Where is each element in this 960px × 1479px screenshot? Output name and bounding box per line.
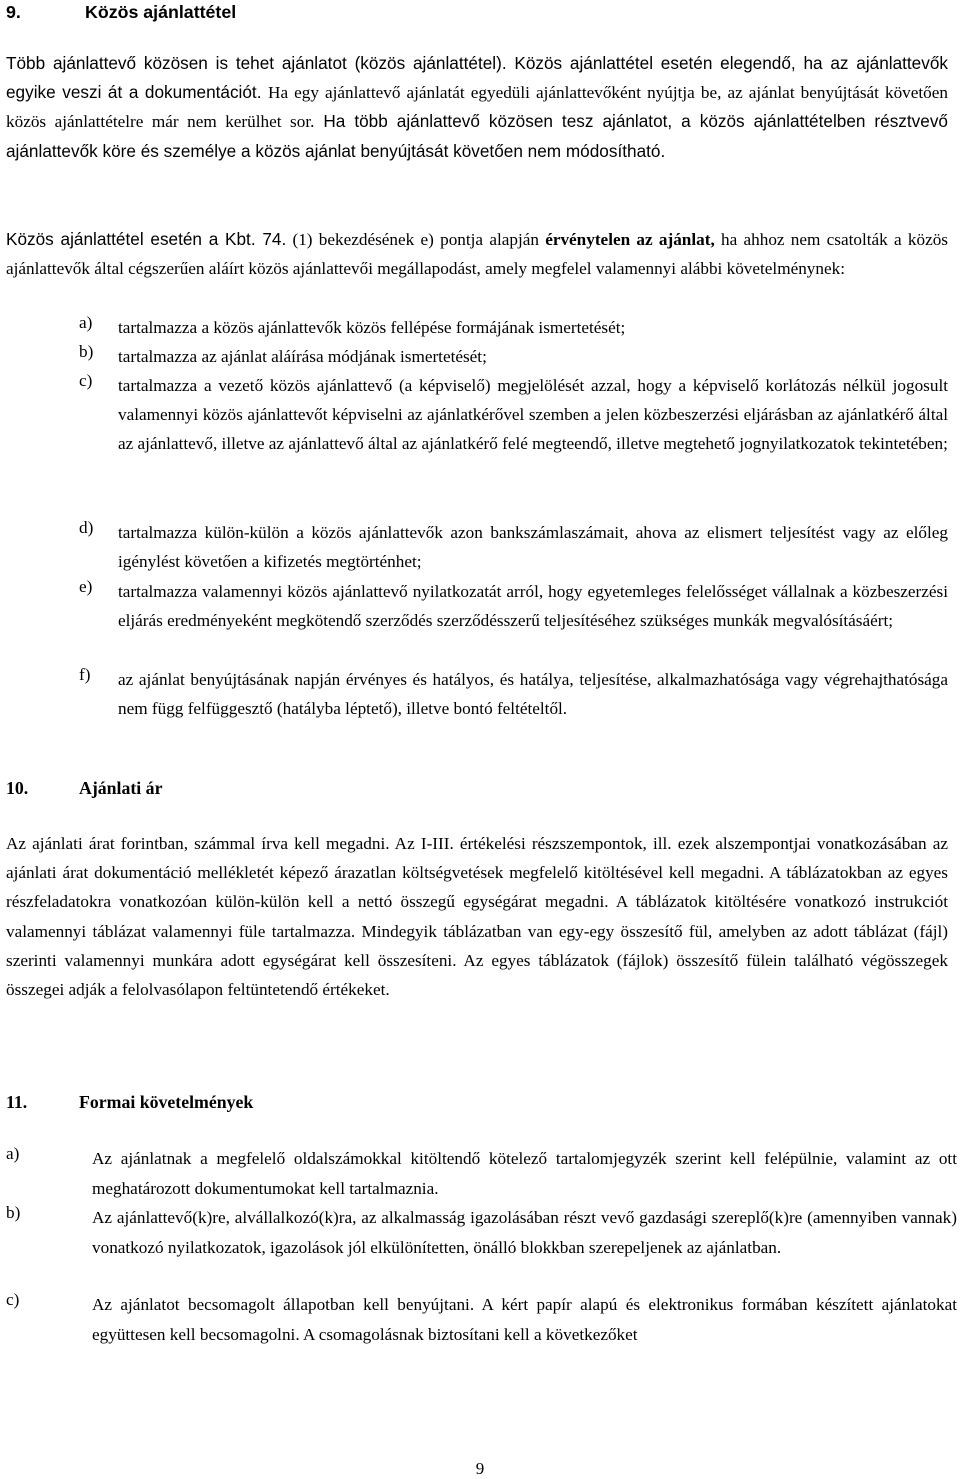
list-item-label: b) xyxy=(6,1203,21,1222)
list-item-text: tartalmazza az ajánlat aláírása módjának ismertetését; xyxy=(118,347,487,366)
list-item-text: tartalmazza valamennyi közös ajánlattevő nyilatkozatát arról, hogy egyetemleges felelősséget vállalnak a közbeszerzési eljárás eredményeként megkötendő szerződés szerződésszerű teljesítéséhez szükséges munkák megvalósításáért; xyxy=(118,582,948,631)
paragraph-1-part-a: Több ajánlattevő közösen is tehet ajánlatot (közös ajánlattétel). Közös ajánlattétel esetén elegendő, ha az ajánlattevők egyike veszi át a dokumentációt. xyxy=(6,53,948,103)
section-9-paragraph-1 xyxy=(6,49,948,166)
section-10-paragraph: Az ajánlati árat forintban, számmal írva kell megadni. Az I-III. értékelési részszempontok, ill. ezek alszempontjai vonatkozásában az ajánlati árat dokumentáció mellékletét képező árazatlan költségvetések megfelelő kitöltésével kell megadni. A táblázatokban az egyes részfeladatokra vonatkozóan külön-külön kell a nettó összegű egységárat megadni. A táblázatok kitöltésére vonatkozó instrukciót valamennyi táblázat valamennyi füle tartalmazza. Mindegyik táblázatban van egy-egy összesítő fül, amelyben az adott táblázat (fájl) szerinti valamennyi munkára adott egységárat kell összesíteni. Az egyes táblázatok (fájlok) összesítő fülein található végösszegek összegei adják a felolvasólapon feltüntetendő értékeket. xyxy=(6,834,948,1000)
section-10-title: Ajánlati ár xyxy=(79,778,163,798)
paragraph-2-bold: érvénytelen az ajánlat, xyxy=(545,230,715,249)
section-10-number: 10. xyxy=(6,778,29,798)
list-item-label: c) xyxy=(6,1290,20,1309)
list-item-label: b) xyxy=(79,342,94,361)
list-item-label: f) xyxy=(79,665,91,684)
paragraph-2-part-c: ha ahhoz nem csatolták a közös ajánlattevők által cégszerűen aláírt közös ajánlattevői megállapodást, amely megfelel valamennyi alábbi követelménynek: xyxy=(6,230,948,279)
list-item-text: Az ajánlatnak a megfelelő oldalszámokkal kitöltendő kötelező tartalomjegyzék szerint kell felépülnie, valamint az ott meghatározott dokumentumokat kell tartalmaznia. xyxy=(92,1149,957,1198)
list-item-text: az ajánlat benyújtásának napján érvényes és hatályos, és hatálya, teljesítése, alkalmazhatósága vagy végrehajthatósága nem függ felfüggesztő (hatályba léptető), illetve bontó feltételtől. xyxy=(118,670,948,719)
section-9-heading xyxy=(6,2,236,23)
paragraph-2-part-a: Közös ajánlattétel esetén a Kbt. 74. xyxy=(6,229,287,249)
list-item-text: tartalmazza a vezető közös ajánlattevő (a képviselő) megjelölését azzal, hogy a képviselő korlátozás nélkül jogosult valamennyi közös ajánlattevőt képviselni az ajánlatkérővel szemben a jelen közbeszerzési eljárásban az ajánlatkérő által az ajánlattevő, illetve az ajánlattevő által az ajánlatkérő felé megteendő, illetve megtehető jognyilatkozatok tekintetében; xyxy=(118,376,948,454)
list-item-label: a) xyxy=(79,313,93,332)
list-item-text: tartalmazza külön-külön a közös ajánlattevők azon bankszámlaszámait, ahova az elismert teljesítést vagy az előleg igénylést követően a kifizetés megtörténhet; xyxy=(118,523,948,572)
list-item-label: a) xyxy=(6,1144,20,1163)
page-number: 9 xyxy=(475,1459,485,1478)
list-item-text: Az ajánlattevő(k)re, alvállalkozó(k)ra, az alkalmasság igazolásában részt vevő gazdasági szereplő(k)re (amennyiben vannak) vonatkozó nyilatkozatok, igazolások jól elkülönítetten, önálló blokkban szerepeljenek az ajánlatban. xyxy=(92,1208,957,1257)
section-11-title: Formai követelmények xyxy=(79,1092,254,1112)
list-item-label: d) xyxy=(79,518,94,537)
section-9-title: Közös ajánlattétel xyxy=(85,2,237,22)
list-item-text: tartalmazza a közös ajánlattevők közös fellépése formájának ismertetését; xyxy=(118,318,626,337)
paragraph-1-part-c: Ha több ajánlattevő közösen tesz ajánlatot, a közös ajánlattételben résztvevő ajánlattevők köre és személye a közös ajánlat benyújtását követően nem módosítható. xyxy=(6,111,948,161)
paragraph-1-part-b: Ha egy ajánlattevő ajánlatát egyedüli ajánlattevőként nyújtja be, az ajánlat benyújtását követően közös ajánlattételre már nem kerülhet sor. xyxy=(6,83,949,132)
list-item-text: Az ajánlatot becsomagolt állapotban kell benyújtani. A kért papír alapú és elektronikus formában készített ajánlatokat együttesen kell becsomagolni. A csomagolásnak biztosítani kell a következőket xyxy=(92,1295,957,1344)
list-item-label: c) xyxy=(79,371,93,390)
list-item-label: e) xyxy=(79,577,93,596)
section-9-paragraph-2 xyxy=(6,225,948,283)
section-11-number: 11. xyxy=(6,1092,28,1112)
section-9-number: 9. xyxy=(6,2,21,22)
paragraph-2-part-b: (1) bekezdésének e) pontja alapján xyxy=(286,230,546,249)
